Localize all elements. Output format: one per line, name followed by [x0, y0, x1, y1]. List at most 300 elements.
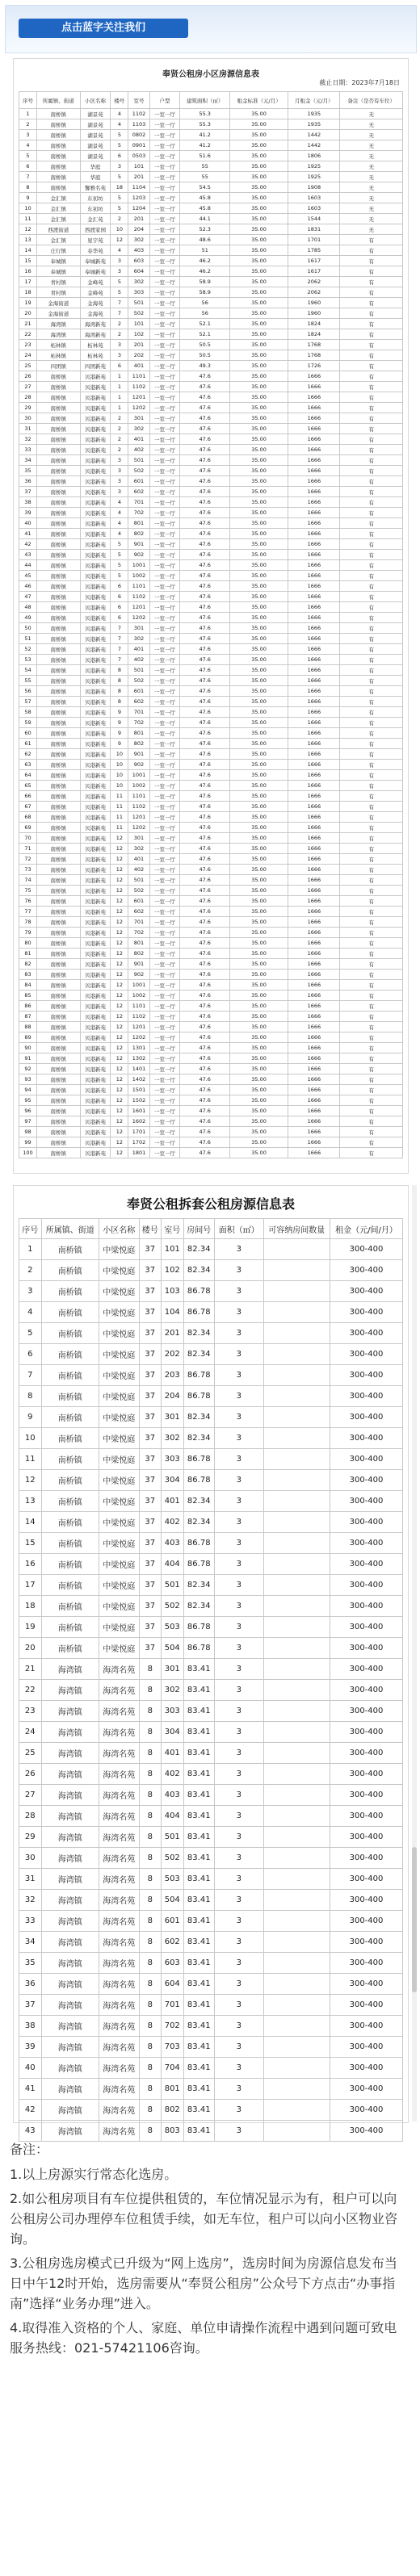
- doc1-table-cell: 1768: [288, 340, 340, 350]
- doc1-table-cell: 20: [19, 308, 37, 319]
- doc1-table-cell: 101: [128, 161, 149, 172]
- doc1-table-row: [19, 287, 403, 298]
- doc1-table-cell: 1102: [128, 592, 149, 602]
- doc1-table-cell: 47.6: [180, 476, 230, 487]
- doc1-table-row: [19, 980, 403, 991]
- doc1-table-cell: 93: [19, 1074, 37, 1085]
- doc1-table-cell: 1831: [288, 224, 340, 235]
- doc1-table-cell: 701: [128, 917, 149, 928]
- doc1-table-cell: 6: [111, 151, 128, 161]
- doc2-table-cell: 海湾名苑: [99, 1848, 140, 1869]
- doc1-table-row: [19, 1032, 403, 1043]
- doc1-table-cell: 南桥镇: [36, 812, 80, 823]
- doc1-table-cell: 贝港新苑: [80, 781, 111, 791]
- doc2-table-cell: 南桥镇: [41, 1323, 99, 1344]
- doc1-table-cell: 12: [111, 1116, 128, 1127]
- doc2-scrollbar[interactable]: [412, 1185, 417, 2122]
- doc1-table-cell: 47.6: [180, 802, 230, 812]
- doc1-table-cell: 8: [111, 676, 128, 686]
- doc1-table-row: [19, 266, 403, 277]
- doc1-table-cell: 5: [111, 571, 128, 581]
- doc2-table-cell: 703: [162, 2037, 184, 2058]
- doc1-table-cell: 501: [128, 875, 149, 886]
- doc1-table-cell: 有: [340, 823, 403, 833]
- doc1-table-cell: 47.6: [180, 1012, 230, 1022]
- doc1-table-cell: 35.00: [230, 623, 288, 634]
- doc1-table-cell: 南桥镇: [36, 875, 80, 886]
- doc1-table-cell: 55: [180, 161, 230, 172]
- doc1-table-cell: 一室一厅: [149, 791, 180, 802]
- doc2-table-cell: 海湾名苑: [99, 1953, 140, 1974]
- doc2-table-row: [19, 2016, 403, 2037]
- doc1-table-row: [19, 487, 403, 497]
- doc2-table-cell: 3: [215, 1953, 264, 1974]
- doc1-table-cell: 南桥镇: [36, 560, 80, 571]
- doc1-table-cell: 35.00: [230, 298, 288, 308]
- doc1-table-cell: 7: [111, 308, 128, 319]
- doc2-table-cell: 83.41: [183, 2016, 215, 2037]
- doc1-table-cell: 南桥镇: [36, 686, 80, 697]
- doc1-table-cell: 91: [19, 1053, 37, 1064]
- doc1-table-cell: 2: [111, 424, 128, 434]
- doc2-table-cell: 37: [139, 1323, 162, 1344]
- doc1-table-cell: 1102: [128, 382, 149, 392]
- doc1-table-cell: 16: [19, 266, 37, 277]
- doc2-table-cell: 300-400: [330, 1701, 403, 1722]
- doc2-table-cell: 37: [139, 1365, 162, 1386]
- doc2-table-cell: 300-400: [330, 2037, 403, 2058]
- doc1-table-cell: 1666: [288, 665, 340, 676]
- doc1-table-cell: 301: [128, 623, 149, 634]
- doc1-table-cell: 海湾新苑: [80, 319, 111, 329]
- doc1-table-cell: 902: [128, 970, 149, 980]
- doc1-table-cell: 35.00: [230, 487, 288, 497]
- doc1-table-cell: 47.6: [180, 413, 230, 424]
- doc1-table-cell: 12: [111, 917, 128, 928]
- doc1-table-row: [19, 539, 403, 550]
- doc1-table-cell: 35.00: [230, 938, 288, 949]
- doc2-table-cell: [263, 1491, 330, 1512]
- doc1-table-cell: 贝港新苑: [80, 434, 111, 445]
- doc1-table-cell: 1: [111, 403, 128, 413]
- doc1-table-row: [19, 1106, 403, 1116]
- doc2-table-row: [19, 2058, 403, 2079]
- doc1-table-cell: 1666: [288, 970, 340, 980]
- doc1-table-cell: 有: [340, 739, 403, 749]
- doc1-table-cell: 一室一厅: [149, 991, 180, 1001]
- doc1-table-cell: 南桥镇: [36, 592, 80, 602]
- doc1-table-cell: 1666: [288, 655, 340, 665]
- doc1-table-cell: 奉城镇: [36, 256, 80, 266]
- doc1-table-cell: 35.00: [230, 1012, 288, 1022]
- doc2-table-cell: 300-400: [330, 1596, 403, 1617]
- doc2-table-cell: 1: [19, 1239, 42, 1260]
- doc2-table-cell: [263, 1596, 330, 1617]
- doc1-table-cell: 47.6: [180, 739, 230, 749]
- doc2-table-cell: 300-400: [330, 1365, 403, 1386]
- doc2-table-cell: 37: [139, 1491, 162, 1512]
- doc1-table-cell: 贝港新苑: [80, 508, 111, 518]
- doc1-table-cell: 35.00: [230, 266, 288, 277]
- doc2-table-cell: 503: [162, 1869, 184, 1890]
- doc1-table-cell: 51: [19, 634, 37, 644]
- doc1-table-cell: 贝港新苑: [80, 991, 111, 1001]
- doc1-table-cell: 47.6: [180, 466, 230, 476]
- doc2-table-cell: 301: [162, 1407, 184, 1428]
- doc1-table-cell: 1666: [288, 739, 340, 749]
- doc1-table-cell: 35.00: [230, 1032, 288, 1043]
- doc1-table-cell: 35.00: [230, 917, 288, 928]
- doc1-table-cell: 47.6: [180, 1148, 230, 1158]
- doc1-table-cell: 南桥镇: [36, 739, 80, 749]
- doc1-table-cell: 贝港新苑: [80, 959, 111, 970]
- doc1-table-cell: 35.00: [230, 791, 288, 802]
- doc1-table-cell: 南桥镇: [36, 466, 80, 476]
- doc1-table-cell: 45: [19, 571, 37, 581]
- doc1-table-cell: 贝港新苑: [80, 1074, 111, 1085]
- doc2-table-cell: 海湾镇: [41, 1743, 99, 1764]
- doc1-table-cell: 56: [19, 686, 37, 697]
- doc1-table-cell: 一室一厅: [149, 571, 180, 581]
- doc1-table-cell: 401: [128, 434, 149, 445]
- doc2-table-cell: 300-400: [330, 2121, 403, 2142]
- doc2-table-header-row: [19, 1219, 403, 1239]
- doc1-table-row: [19, 571, 403, 581]
- doc1-table-cell: 1908: [288, 182, 340, 193]
- doc1-table-cell: 403: [128, 245, 149, 256]
- doc1-table-cell: 39: [19, 508, 37, 518]
- doc1-table-cell: 47.6: [180, 875, 230, 886]
- doc2-table-cell: 83.41: [183, 2121, 215, 2142]
- doc1-table-cell: 一室一厅: [149, 140, 180, 151]
- doc2-table-cell: 303: [162, 1449, 184, 1470]
- doc1-table-cell: 82: [19, 959, 37, 970]
- doc1-table-cell: 79: [19, 928, 37, 938]
- doc1-table-cell: 贝港新苑: [80, 812, 111, 823]
- doc1-table-cell: 有: [340, 949, 403, 959]
- doc1-table-cell: 902: [128, 550, 149, 560]
- doc1-table-cell: 8: [19, 182, 37, 193]
- doc1-table-cell: 18: [111, 182, 128, 193]
- doc2-table-cell: 702: [162, 2016, 184, 2037]
- doc1-table-cell: 47.6: [180, 508, 230, 518]
- doc2-scrollbar-thumb[interactable]: [412, 1847, 417, 1992]
- doc1-table-cell: 35.00: [230, 1074, 288, 1085]
- doc2-table: [19, 1218, 403, 2142]
- doc1-table-cell: 无: [340, 172, 403, 182]
- doc1-table-cell: 97: [19, 1116, 37, 1127]
- doc1-table-cell: 3: [111, 340, 128, 350]
- doc1-table-cell: 有: [340, 865, 403, 875]
- doc1-table-cell: 302: [128, 235, 149, 245]
- doc1-table-cell: 12: [111, 1148, 128, 1158]
- doc1-table-row: [19, 875, 403, 886]
- doc1-table-cell: 有: [340, 308, 403, 319]
- doc2-table-cell: 3: [215, 2016, 264, 2037]
- doc1-table-cell: 贝港新苑: [80, 592, 111, 602]
- doc1-table-cell: 46.2: [180, 266, 230, 277]
- doc1-table-cell: 湖景苑: [80, 151, 111, 161]
- doc1-table-cell: 35.00: [230, 865, 288, 875]
- doc2-table-cell: 5: [19, 1323, 42, 1344]
- doc2-table-cell: 南桥镇: [41, 1281, 99, 1302]
- doc2-table-cell: 604: [162, 1974, 184, 1995]
- doc2-table-row: [19, 1659, 403, 1680]
- doc1-table-cell: 12: [111, 865, 128, 875]
- doc1-table-cell: 一室一厅: [149, 823, 180, 833]
- doc1-table-row: [19, 361, 403, 371]
- doc1-table-cell: 1666: [288, 613, 340, 623]
- doc1-table-cell: 1202: [128, 613, 149, 623]
- doc1-table-cell: 一室一厅: [149, 970, 180, 980]
- doc1-table-cell: 一室一厅: [149, 298, 180, 308]
- doc1-table-cell: 南桥镇: [36, 623, 80, 634]
- doc2-table-row: [19, 1533, 403, 1554]
- doc2-table-cell: 海湾名苑: [99, 1911, 140, 1932]
- doc1-table-cell: 南桥镇: [36, 854, 80, 865]
- doc1-table: [19, 91, 403, 1158]
- doc2-table-cell: 37: [139, 1554, 162, 1575]
- doc2-table-cell: 海湾镇: [41, 1869, 99, 1890]
- doc1-table-cell: 1801: [128, 1148, 149, 1158]
- doc1-table-cell: 贝港新苑: [80, 539, 111, 550]
- notes-item: 1.以上房源实行常态化选房。: [10, 2167, 178, 2182]
- doc1-table-row: [19, 1053, 403, 1064]
- doc2-table-cell: [263, 1554, 330, 1575]
- doc2-table-cell: 南桥镇: [41, 1617, 99, 1638]
- doc1-table-cell: 22: [19, 329, 37, 340]
- doc1-table-cell: 1666: [288, 466, 340, 476]
- doc1-table-cell: 35.00: [230, 1022, 288, 1032]
- doc1-table-cell: 一室一厅: [149, 581, 180, 592]
- doc1-table-cell: 35.00: [230, 907, 288, 917]
- doc1-table-cell: 海湾镇: [36, 329, 80, 340]
- doc2-table-cell: [263, 1638, 330, 1659]
- doc2-table-cell: 37: [139, 1344, 162, 1365]
- doc1-table-cell: 南桥镇: [36, 949, 80, 959]
- doc2-table-cell: 86.78: [183, 1302, 215, 1323]
- doc2-table-cell: 海湾镇: [41, 1659, 99, 1680]
- doc2-table-cell: 中梁悦庭: [99, 1365, 140, 1386]
- doc1-table-row: [19, 109, 403, 119]
- doc1-table-cell: 1202: [128, 1032, 149, 1043]
- doc1-table-cell: 47.6: [180, 403, 230, 413]
- doc1-table-cell: 1666: [288, 1106, 340, 1116]
- doc1-table-cell: 一室一厅: [149, 1053, 180, 1064]
- doc2-table-cell: 8: [139, 2016, 162, 2037]
- doc1-table-cell: 1101: [128, 371, 149, 382]
- doc2-table-cell: 82.34: [183, 1323, 215, 1344]
- doc2-table-cell: 南桥镇: [41, 1596, 99, 1617]
- doc2-table-cell: 海湾名苑: [99, 1785, 140, 1806]
- doc2-table-cell: 8: [139, 2058, 162, 2079]
- doc2-table-cell: 37: [139, 1575, 162, 1596]
- banner-follow-pill[interactable]: 点击蓝字关注我们: [19, 19, 188, 38]
- doc1-table-cell: 35.00: [230, 728, 288, 739]
- doc2-table-cell: 86.78: [183, 1533, 215, 1554]
- doc1-table-cell: 35.00: [230, 686, 288, 697]
- doc1-table-cell: 1666: [288, 392, 340, 403]
- doc1-table-cell: 10: [111, 770, 128, 781]
- doc2-table-cell: 海湾镇: [41, 2058, 99, 2079]
- doc2-table-row: [19, 1386, 403, 1407]
- doc1-table-cell: 贝港新苑: [80, 896, 111, 907]
- doc1-table-cell: 一室一厅: [149, 361, 180, 371]
- doc2-table-cell: 300-400: [330, 1764, 403, 1785]
- doc1-table-cell: 0802: [128, 130, 149, 140]
- doc1-table-cell: 35.00: [230, 340, 288, 350]
- doc2-table-cell: 83.41: [183, 1869, 215, 1890]
- doc2-table-cell: 13: [19, 1491, 42, 1512]
- doc1-table-cell: 有: [340, 623, 403, 634]
- doc2-table-cell: 37: [139, 1260, 162, 1281]
- doc1-table-cell: 1666: [288, 455, 340, 466]
- doc1-table-cell: 58.9: [180, 277, 230, 287]
- doc1-table-cell: 无: [340, 224, 403, 235]
- doc2-table-cell: 海湾名苑: [99, 1869, 140, 1890]
- doc2-table-cell: 204: [162, 1386, 184, 1407]
- doc2-table-cell: 海湾镇: [41, 1995, 99, 2016]
- doc2-table-cell: 501: [162, 1827, 184, 1848]
- doc1-table-cell: 有: [340, 508, 403, 518]
- doc1-table-cell: 26: [19, 371, 37, 382]
- doc1-table-cell: 1925: [288, 161, 340, 172]
- doc1-table-cell: 贝港新苑: [80, 487, 111, 497]
- doc1-table-cell: 47.6: [180, 770, 230, 781]
- doc2-table-row: [19, 1470, 403, 1491]
- doc1-table-cell: 1001: [128, 770, 149, 781]
- doc1-table-cell: 801: [128, 728, 149, 739]
- doc1-table-cell: 南桥镇: [36, 581, 80, 592]
- doc1-table-cell: 3: [111, 266, 128, 277]
- doc1-table-row: [19, 634, 403, 644]
- doc1-table-cell: 12: [111, 1085, 128, 1095]
- doc1-table-cell: 0503: [128, 151, 149, 161]
- doc1-table-cell: 贝港新苑: [80, 623, 111, 634]
- doc1-table-cell: 1: [111, 392, 128, 403]
- doc1-table-cell: 35.00: [230, 592, 288, 602]
- doc1-table-cell: 801: [128, 518, 149, 529]
- doc1-table-cell: 52.1: [180, 319, 230, 329]
- doc1-table-cell: 1102: [128, 802, 149, 812]
- doc1-table-cell: 贝港新苑: [80, 739, 111, 749]
- doc2-table-cell: 中梁悦庭: [99, 1302, 140, 1323]
- doc1-table-cell: 1666: [288, 476, 340, 487]
- doc2-table-cell: 32: [19, 1890, 42, 1911]
- doc1-table-cell: 47.6: [180, 434, 230, 445]
- doc1-table-cell: 有: [340, 1085, 403, 1095]
- doc1-table-row: [19, 676, 403, 686]
- doc1-table-cell: 贝港新苑: [80, 1053, 111, 1064]
- doc2-table-cell: 3: [215, 1722, 264, 1743]
- doc1-table-cell: 1666: [288, 434, 340, 445]
- doc2-table-cell: [263, 1743, 330, 1764]
- doc1-table-cell: 贝港新苑: [80, 1064, 111, 1074]
- doc1-table-cell: 一室一厅: [149, 466, 180, 476]
- doc1-table-cell: 47.6: [180, 823, 230, 833]
- doc1-table-cell: 一室一厅: [149, 151, 180, 161]
- doc1-table-cell: 12: [111, 970, 128, 980]
- doc2-table-cell: 300-400: [330, 1995, 403, 2016]
- doc1-table-cell: 一室一厅: [149, 487, 180, 497]
- doc2-title: 奉贤公租拆套公租房源信息表: [126, 1196, 295, 1212]
- doc1-table-cell: 有: [340, 886, 403, 896]
- doc2-table-body: [19, 1239, 403, 2142]
- doc1-table-cell: 50.5: [180, 340, 230, 350]
- doc1-table-cell: 7: [111, 644, 128, 655]
- doc1-table-cell: 45.8: [180, 203, 230, 214]
- doc1-table-cell: 有: [340, 350, 403, 361]
- doc1-header-cell: 室号: [128, 92, 149, 109]
- doc1-table-cell: 17: [19, 277, 37, 287]
- doc1-table-cell: 11: [111, 823, 128, 833]
- doc1-table-cell: 有: [340, 287, 403, 298]
- doc1-table-cell: 有: [340, 476, 403, 487]
- doc2-table-cell: 504: [162, 1890, 184, 1911]
- doc2-table-row: [19, 1512, 403, 1533]
- doc1-table-cell: 贝港新苑: [80, 1137, 111, 1148]
- doc2-table-cell: 海湾镇: [41, 1827, 99, 1848]
- doc2-table-cell: 300-400: [330, 1239, 403, 1260]
- doc1-table-cell: 603: [128, 256, 149, 266]
- doc2-table-cell: 海湾名苑: [99, 1701, 140, 1722]
- doc1-table-cell: 88: [19, 1022, 37, 1032]
- doc1-table-cell: 47.6: [180, 949, 230, 959]
- doc1-table-cell: 一室一厅: [149, 109, 180, 119]
- doc1-table-row: [19, 371, 403, 382]
- doc1-table-cell: 35.00: [230, 518, 288, 529]
- doc1-table-row: [19, 434, 403, 445]
- doc2-table-cell: 300-400: [330, 1890, 403, 1911]
- doc1-table-cell: 35.00: [230, 896, 288, 907]
- doc1-table-cell: 1666: [288, 886, 340, 896]
- doc1-table-row: [19, 781, 403, 791]
- doc1-table-cell: 贝港新苑: [80, 749, 111, 760]
- doc1-table-cell: 501: [128, 298, 149, 308]
- doc2-table-cell: 中梁悦庭: [99, 1323, 140, 1344]
- doc1-table-row: [19, 203, 403, 214]
- doc2-table-cell: 南桥镇: [41, 1638, 99, 1659]
- doc1-table-row: [19, 1022, 403, 1032]
- doc1-table-cell: 贝港新苑: [80, 1127, 111, 1137]
- doc1-table-cell: 35.00: [230, 413, 288, 424]
- doc1-table-cell: 1666: [288, 938, 340, 949]
- doc1-table-cell: 47.6: [180, 697, 230, 707]
- doc1-table-cell: 47.6: [180, 655, 230, 665]
- doc1-table-cell: 47.6: [180, 686, 230, 697]
- doc1-table-cell: 77: [19, 907, 37, 917]
- doc1-table-cell: 贝港新苑: [80, 718, 111, 728]
- doc1-table-cell: 1666: [288, 875, 340, 886]
- doc1-table-cell: 1666: [288, 1074, 340, 1085]
- doc1-table-cell: 贝港新苑: [80, 497, 111, 508]
- doc1-table-cell: 47.6: [180, 760, 230, 770]
- doc1-table-cell: 47.6: [180, 382, 230, 392]
- doc1-table-cell: 1666: [288, 896, 340, 907]
- doc2-table-row: [19, 2037, 403, 2058]
- doc1-table-cell: 有: [340, 854, 403, 865]
- doc2-table-cell: 37: [139, 1512, 162, 1533]
- doc1-table-cell: 35.00: [230, 739, 288, 749]
- doc1-table-cell: 47.6: [180, 676, 230, 686]
- doc1-table-cell: 1666: [288, 991, 340, 1001]
- doc1-table-cell: 47.6: [180, 581, 230, 592]
- doc1-table-cell: 有: [340, 655, 403, 665]
- doc1-table-cell: 有: [340, 1032, 403, 1043]
- doc1-table-cell: 有: [340, 518, 403, 529]
- doc2-table-row: [19, 1575, 403, 1596]
- doc1-table-cell: 一室一厅: [149, 476, 180, 487]
